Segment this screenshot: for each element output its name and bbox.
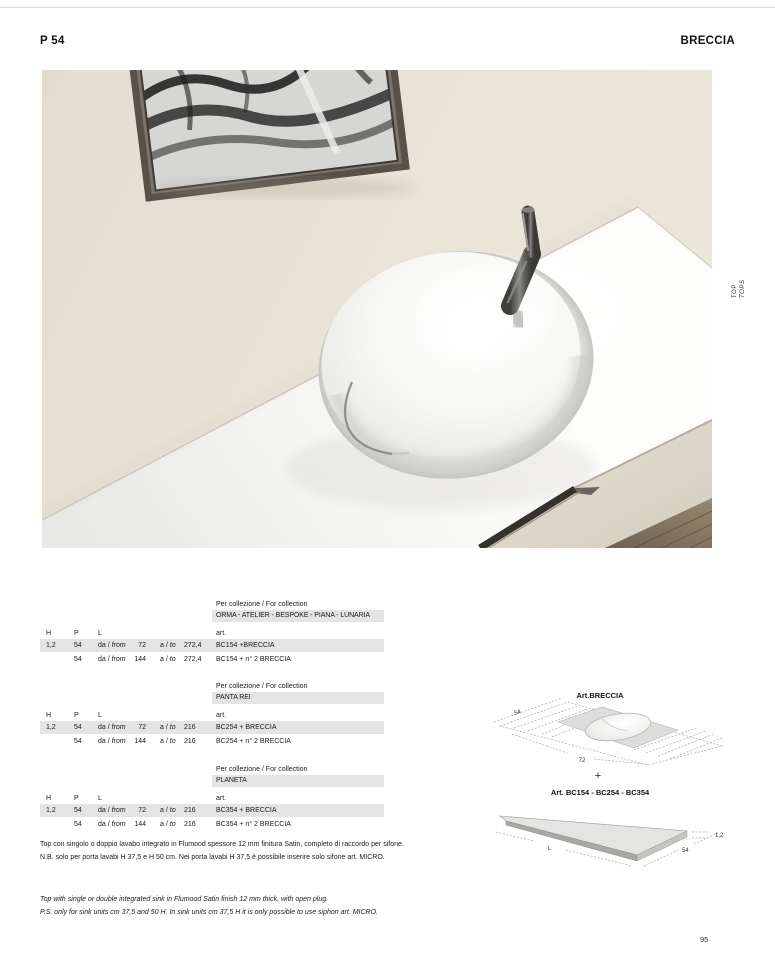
notes-italian bbox=[40, 839, 434, 864]
da-label: da / bbox=[98, 821, 110, 828]
table-row bbox=[40, 721, 384, 734]
diagram1-depth-label: 54 bbox=[513, 709, 522, 717]
page-top-rule bbox=[0, 7, 775, 8]
col-header-art: art. bbox=[216, 630, 227, 637]
note-en-ps: P.S. only for sink units cm 37,5 and 50 H. In sink units cm 37,5 H it is only possible to use siphon art. MICRO. bbox=[40, 908, 378, 916]
frame-shadow bbox=[152, 178, 412, 198]
to-label: to bbox=[169, 821, 176, 828]
cell-art: BC154 +BRECCIA bbox=[216, 642, 275, 649]
from-label: from bbox=[111, 738, 126, 745]
col-header-art: art. bbox=[216, 795, 227, 802]
collection-caption: Per collezione / For collection bbox=[216, 766, 308, 773]
col-header-h: H bbox=[46, 712, 52, 719]
cell-h: 1,2 bbox=[46, 642, 56, 649]
cell-to-label bbox=[160, 639, 176, 652]
cell-from-label bbox=[98, 735, 126, 748]
da-label: da / bbox=[98, 738, 110, 745]
a-label: a / bbox=[160, 724, 168, 731]
to-label: to bbox=[169, 738, 176, 745]
cell-p: 54 bbox=[74, 807, 82, 814]
diagram1-title: Art.BRECCIA bbox=[576, 691, 624, 700]
collection-band bbox=[212, 692, 384, 704]
cell-to-value: 216 bbox=[184, 738, 196, 745]
diagram1-width-label: 72 bbox=[578, 758, 586, 764]
collection-caption: Per collezione / For collection bbox=[216, 601, 308, 608]
cell-art: BC354 + n° 2 BRECCIA bbox=[216, 821, 291, 828]
col-header-p: P bbox=[74, 712, 79, 719]
da-label: da / bbox=[98, 724, 110, 731]
spec-table-planeta bbox=[40, 766, 384, 834]
diagram-breccia-top bbox=[482, 686, 728, 766]
spec-table-panta-rei bbox=[40, 683, 384, 751]
collection-band bbox=[212, 775, 384, 787]
from-label: from bbox=[111, 821, 126, 828]
cell-h: 1,2 bbox=[46, 724, 56, 731]
cell-p: 54 bbox=[74, 724, 82, 731]
cell-to-value: 272,4 bbox=[184, 656, 202, 663]
cell-from-value: 144 bbox=[134, 821, 146, 828]
side-label-top: TOP bbox=[732, 283, 738, 298]
cell-to-label bbox=[160, 721, 176, 734]
table-row bbox=[40, 735, 384, 748]
table-row bbox=[40, 804, 384, 817]
col-header-l: L bbox=[98, 630, 102, 637]
cell-from-label bbox=[98, 721, 126, 734]
collection-names: PANTA REI bbox=[216, 694, 251, 701]
cell-to-value: 272,4 bbox=[184, 642, 202, 649]
to-label: to bbox=[169, 656, 176, 663]
cell-to-value: 216 bbox=[184, 821, 196, 828]
a-label: a / bbox=[160, 807, 168, 814]
cell-to-label bbox=[160, 804, 176, 817]
spec-table-orma bbox=[40, 601, 384, 669]
note-it-main: Top con singolo o doppio lavabo integrato in Flumood spessore 12 mm finitura Satin, completo di raccordo per sifone. bbox=[40, 841, 404, 848]
cell-from-value: 72 bbox=[138, 807, 146, 814]
cell-from-value: 144 bbox=[134, 656, 146, 663]
page-code: P 54 bbox=[40, 35, 65, 47]
a-label: a / bbox=[160, 821, 168, 828]
plus-sign: + bbox=[594, 770, 602, 782]
note-it-nb: N.B. solo per porta lavabi H 37,5 e H 50 cm. Nei porta lavabi H 37,5 è possibile inserire solo sifone art. MICRO. bbox=[40, 853, 385, 861]
col-header-art: art. bbox=[216, 712, 227, 719]
collection-band bbox=[212, 610, 384, 622]
a-label: a / bbox=[160, 738, 168, 745]
col-header-h: H bbox=[46, 795, 52, 802]
collection-caption: Per collezione / For collection bbox=[216, 683, 308, 690]
side-label-tops: TOPS bbox=[740, 279, 746, 298]
col-header-p: P bbox=[74, 630, 79, 637]
note-en-main: Top with single or double integrated sink in Flumood Satin finish 12 mm thick, with open plug. bbox=[40, 896, 329, 903]
cell-art: BC354 + BRECCIA bbox=[216, 807, 277, 814]
cell-art: BC154 + n° 2 BRECCIA bbox=[216, 656, 291, 663]
diagram-bc-top bbox=[482, 784, 732, 880]
cell-p: 54 bbox=[74, 656, 82, 663]
cell-to-label bbox=[160, 653, 176, 666]
a-label: a / bbox=[160, 642, 168, 649]
cell-p: 54 bbox=[74, 821, 82, 828]
product-photo bbox=[42, 70, 712, 548]
table-row bbox=[40, 818, 384, 831]
cell-from-value: 144 bbox=[134, 738, 146, 745]
cell-art: BC254 + BRECCIA bbox=[216, 724, 277, 731]
col-header-l: L bbox=[98, 795, 102, 802]
table-row bbox=[40, 653, 384, 666]
da-label: da / bbox=[98, 642, 110, 649]
diagram2-length-label: L bbox=[548, 846, 552, 852]
product-photo-illustration bbox=[42, 70, 712, 548]
cell-from-value: 72 bbox=[138, 724, 146, 731]
collection-names: PLANETA bbox=[216, 777, 247, 784]
diagram2-depth-label: 54 bbox=[682, 848, 689, 854]
da-label: da / bbox=[98, 807, 110, 814]
a-label: a / bbox=[160, 656, 168, 663]
cell-to-label bbox=[160, 818, 176, 831]
cell-to-value: 216 bbox=[184, 724, 196, 731]
from-label: from bbox=[111, 807, 126, 814]
da-label: da / bbox=[98, 656, 110, 663]
to-label: to bbox=[169, 642, 176, 649]
cell-from-label bbox=[98, 818, 126, 831]
diagram2-title: Art. BC154 - BC254 - BC354 bbox=[550, 788, 650, 797]
from-label: from bbox=[111, 642, 126, 649]
col-header-h: H bbox=[46, 630, 52, 637]
notes-english bbox=[40, 894, 434, 919]
from-label: from bbox=[111, 724, 126, 731]
page-number: 95 bbox=[700, 935, 709, 944]
cell-from-label bbox=[98, 804, 126, 817]
cell-p: 54 bbox=[74, 738, 82, 745]
col-header-p: P bbox=[74, 795, 79, 802]
diagram2-slab bbox=[500, 816, 687, 861]
section-side-label bbox=[731, 242, 765, 298]
from-label: from bbox=[111, 656, 126, 663]
cell-from-value: 72 bbox=[138, 642, 146, 649]
table-row bbox=[40, 639, 384, 652]
collection-names: ORMA - ATELIER - BESPOKE - PIANA - LUNARIA bbox=[216, 612, 370, 619]
cell-h: 1,2 bbox=[46, 807, 56, 814]
diagram2-thickness-label: 1,2 bbox=[715, 833, 724, 839]
col-header-l: L bbox=[98, 712, 102, 719]
cell-p: 54 bbox=[74, 642, 82, 649]
cell-from-label bbox=[98, 653, 126, 666]
cell-from-label bbox=[98, 639, 126, 652]
to-label: to bbox=[169, 807, 176, 814]
to-label: to bbox=[169, 724, 176, 731]
cell-to-value: 216 bbox=[184, 807, 196, 814]
cell-to-label bbox=[160, 735, 176, 748]
product-name-title: BRECCIA bbox=[680, 35, 735, 47]
cell-art: BC254 + n° 2 BRECCIA bbox=[216, 738, 291, 745]
